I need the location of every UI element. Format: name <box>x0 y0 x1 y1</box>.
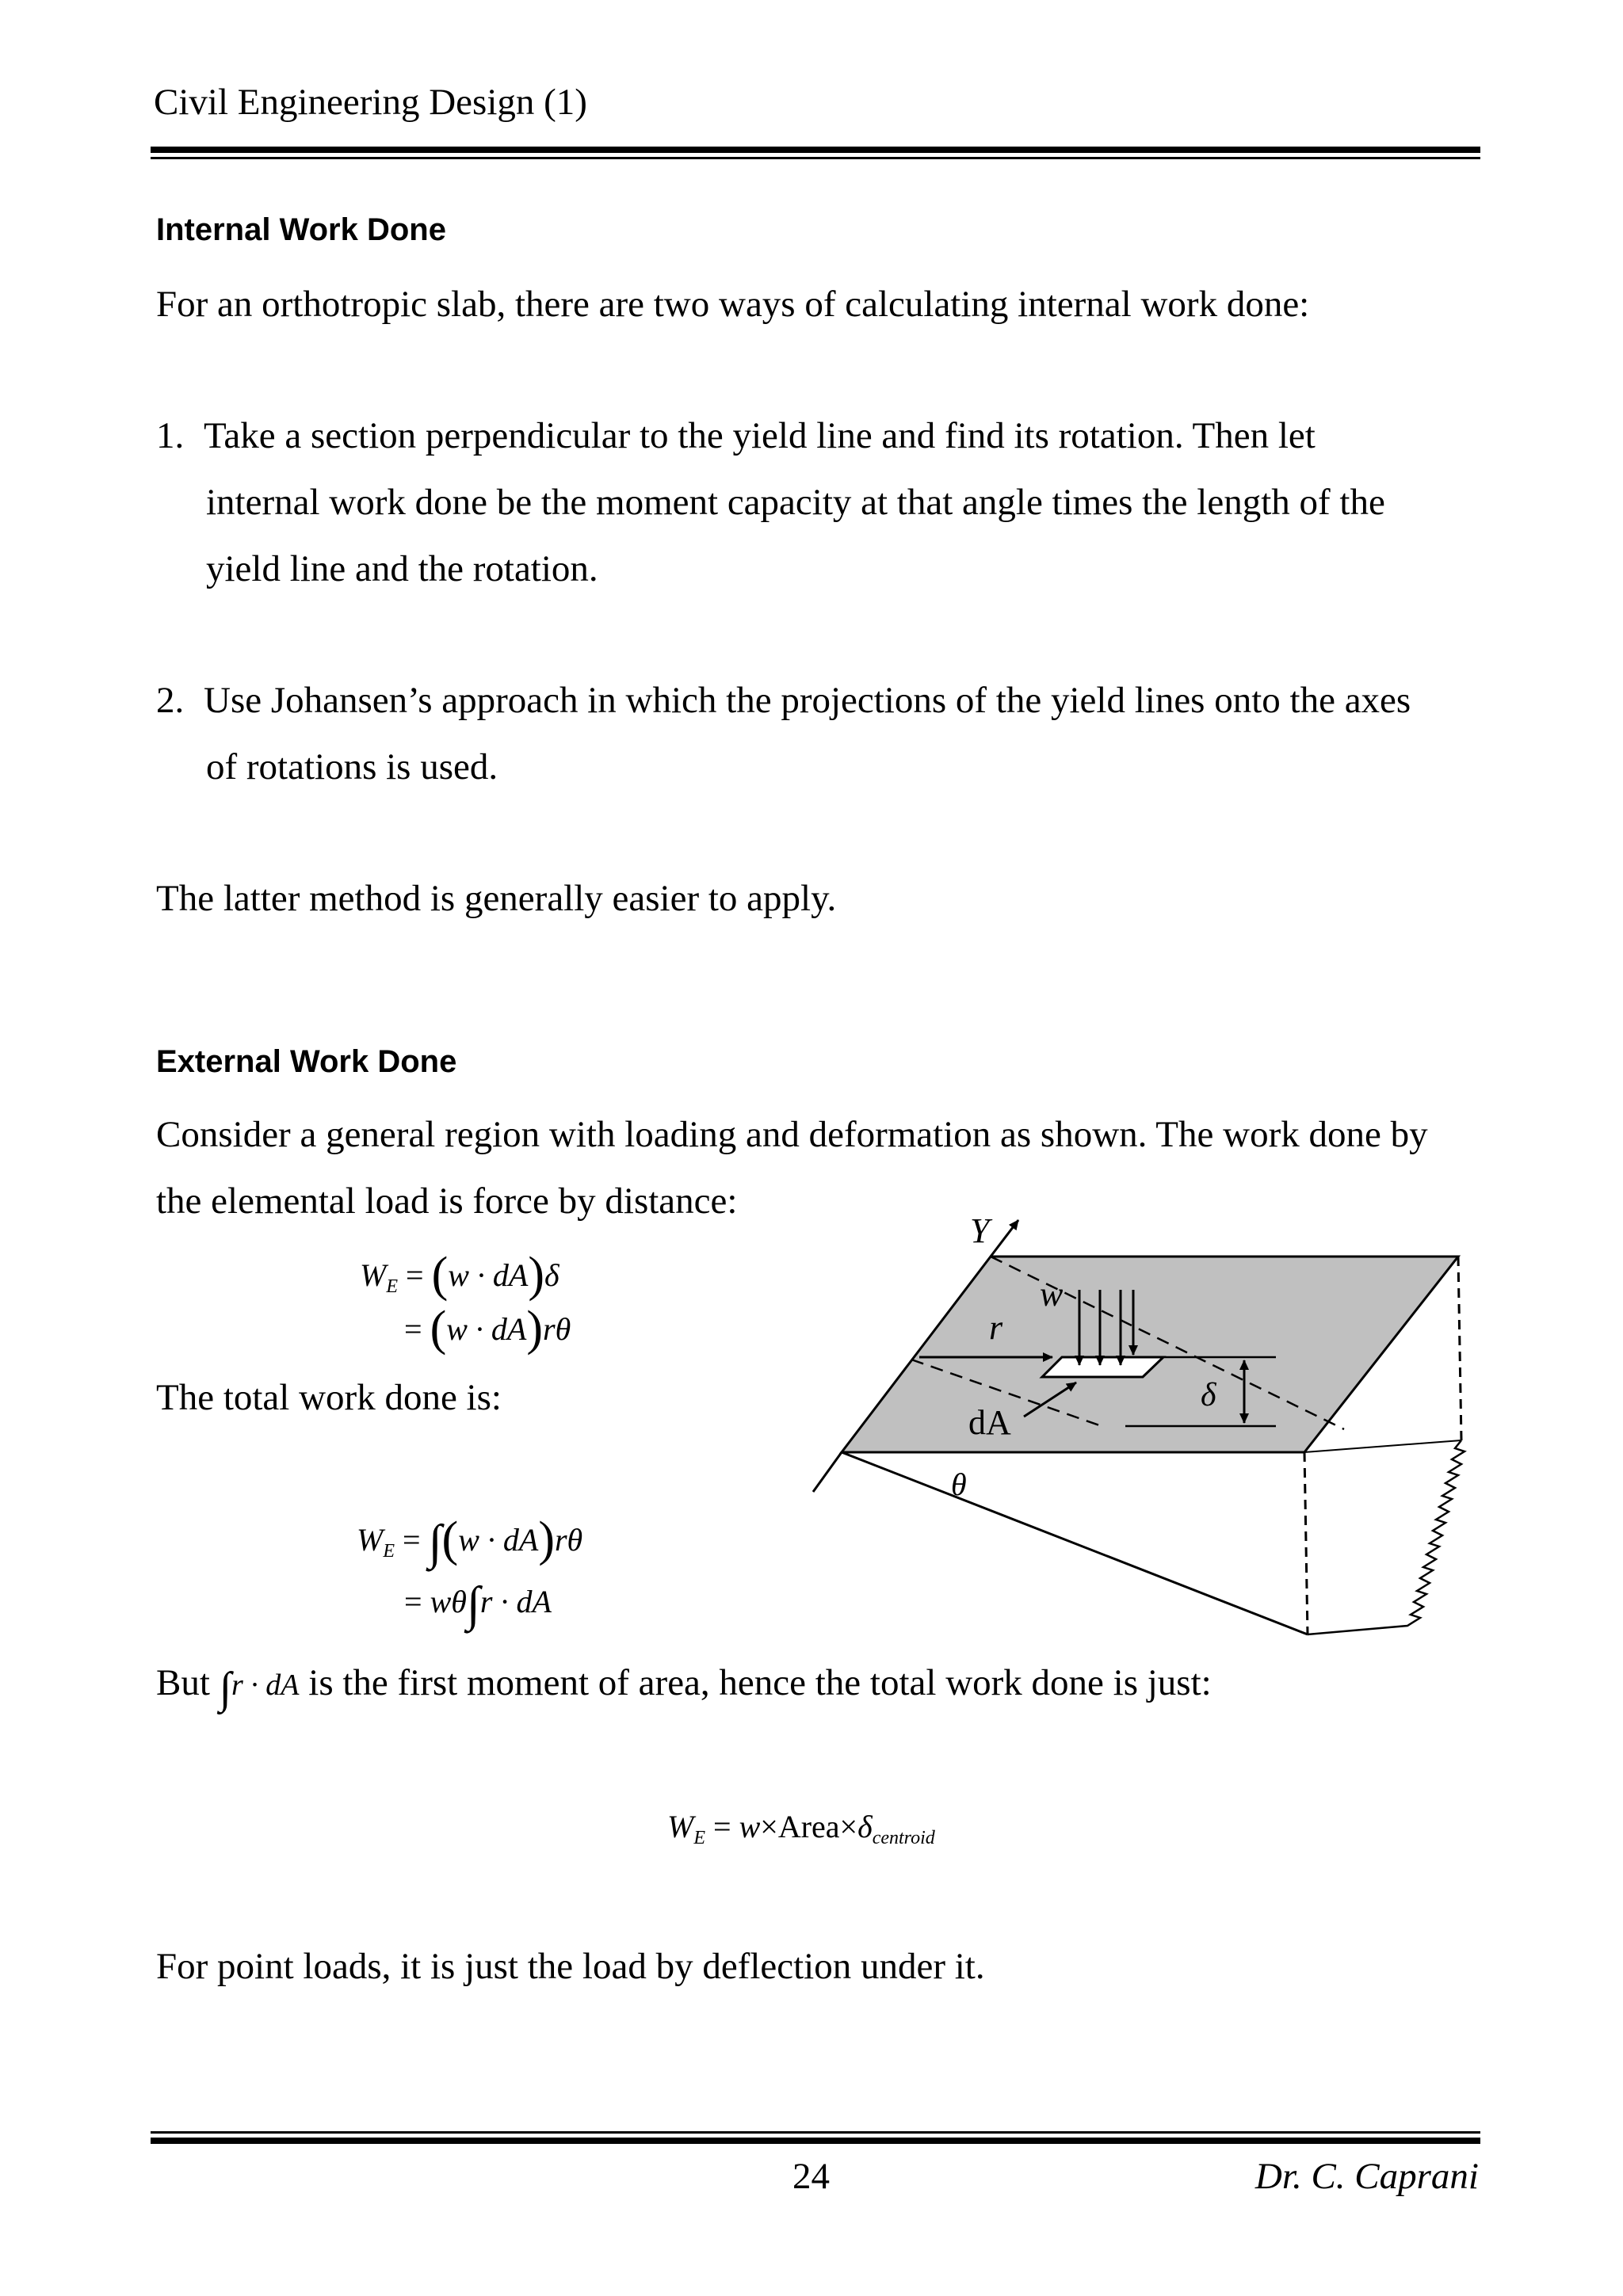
label-r: r <box>989 1308 1003 1347</box>
slab-plate <box>842 1257 1458 1452</box>
internal-intro: For an orthotropic slab, there are two ways of calculating internal work done: <box>156 284 1310 325</box>
section-heading-internal: Internal Work Done <box>156 212 446 247</box>
label-delta: δ <box>1201 1377 1216 1413</box>
first-moment-line: But ∫r · dA is the first moment of area, hence the total work done is just: <box>156 1662 1212 1713</box>
header-rule-thick <box>151 147 1480 153</box>
external-line-2: the elemental load is force by distance: <box>156 1180 738 1222</box>
list-number: 1. <box>156 415 185 456</box>
but-word: But <box>156 1662 210 1703</box>
point-loads-text: For point loads, it is just the load by deflection under it. <box>156 1946 985 1987</box>
equation-work-total: $W_E = \int(w \cdot dA)r\theta$ <box>357 1512 583 1569</box>
header-rule-thin <box>151 157 1480 159</box>
y-axis-arrow <box>991 1220 1018 1257</box>
internal-conclusion: The latter method is generally easier to apply. <box>156 878 837 919</box>
list-number: 2. <box>156 680 185 721</box>
list-item-2 <box>156 667 1411 800</box>
equation-work-elemental-2: = (w · dA)rθ <box>404 1302 571 1356</box>
list-item-text: yield line and the rotation. <box>206 548 598 589</box>
page-number: 24 <box>792 2156 830 2197</box>
list-item-text: internal work done be the moment capacity at that angle times the length of the <box>206 482 1385 523</box>
footer-rule-thick <box>151 2138 1480 2144</box>
underside-edge <box>1304 1440 1461 1452</box>
list-item-1 <box>156 402 1385 602</box>
footer-rule-thin <box>151 2131 1480 2134</box>
equation-work-total-2: = wθ∫r · dA <box>404 1577 552 1631</box>
list-item-text: of rotations is used. <box>206 746 498 788</box>
equation-work-centroid: $W_E$ = $w\times Area\times\delta_{centroid}$ <box>667 1809 935 1848</box>
support-line <box>813 1452 842 1492</box>
element-area <box>1042 1357 1163 1377</box>
header-title: Civil Engineering Design (1) <box>154 82 587 123</box>
first-moment-text: is the first moment of area, hence the total work done is just: <box>308 1662 1212 1703</box>
underside-edge <box>1304 1452 1308 1634</box>
label-y: Y <box>970 1211 990 1250</box>
label-da: dA <box>968 1403 1011 1442</box>
label-w: w <box>1040 1275 1064 1314</box>
base-line <box>842 1452 1308 1634</box>
underside-edge <box>1458 1257 1461 1440</box>
equation-work-elemental: $W_E = (w \cdot dA)\delta$ <box>360 1248 559 1302</box>
list-item-text: Take a section perpendicular to the yield line and find its rotation. Then let <box>204 415 1316 456</box>
total-work-text: The total work done is: <box>156 1377 502 1418</box>
author-name: Dr. C. Caprani <box>1254 2156 1479 2197</box>
slab-deformation-figure <box>800 1204 1482 1648</box>
broken-edge <box>1308 1440 1465 1634</box>
list-item-text: Use Johansen’s approach in which the projections of the yield lines onto the axes <box>204 680 1411 721</box>
label-theta: θ <box>951 1466 967 1502</box>
external-line-1: Consider a general region with loading and deformation as shown. The work done by <box>156 1114 1428 1155</box>
section-heading-external: External Work Done <box>156 1044 457 1079</box>
